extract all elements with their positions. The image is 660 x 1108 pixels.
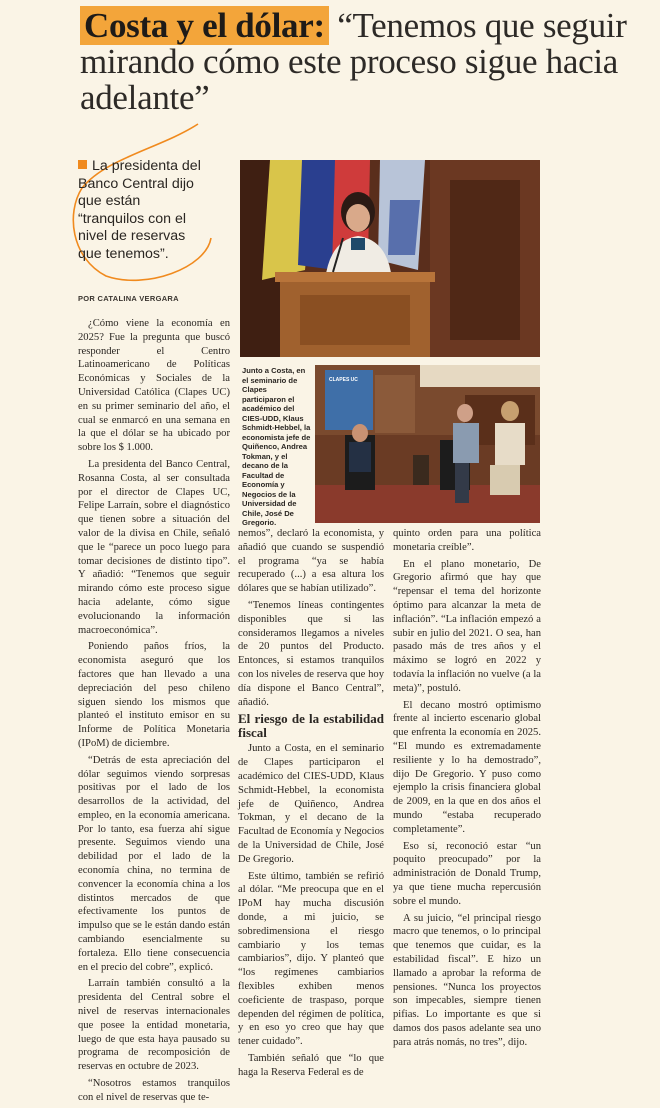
paragraph: En el plano monetario, De Gregorio afirmó que hay que “repensar el tema del horizonte óptimo para alcanzar la meta de inflación”. “La inflación empezó a subir en julio del 2021. O sea, han pasado más de tres años y el máximo se logró en 2022 y todavía la inflación no vuelve (a la meta)”, postuló. <box>393 558 541 694</box>
pull-quote <box>78 158 210 263</box>
paragraph: Eso sí, reconoció estar “un poquito preocupado” por la administración de Donald Trump, ya que tiene mucha repercusión sobre el mundo. <box>393 840 541 907</box>
paragraph: “Detrás de esta apreciación del dólar seguimos viendo sorpresas positivas por el lado de los desarrollos de la actividad, del empleo, en la economía americana. Por lo tanto, esa fuerza ahí sigue presente. Seguimos viendo una debilidad por el lado de la economía china, no termina de convencer la economía china a los distintos mercados de que efectivamente los puntos de impulso que se le están dando están cambiando esencialmente su fortaleza. Ello tiene consecuencia en el precio del cobre”, explicó. <box>78 754 230 973</box>
paragraph: El decano mostró optimismo frente al incierto escenario global que enfrenta la economía en 2025. “El mundo es extremadamente resiliente y lo ha demostrado”, dijo De Gregorio. Y puso como ejemplo la crisis financiera global de 2009, en la que en dos años el mundo “estaba recuperado completamente”. <box>393 699 541 835</box>
paragraph: quinto orden para una política monetaria creíble”. <box>393 528 541 553</box>
square-bullet-icon <box>78 160 87 169</box>
byline: POR CATALINA VERGARA <box>78 294 179 303</box>
photo-panel-seminar <box>315 365 540 523</box>
photo-caption: Junto a Costa, en el seminario de Clapes participaron el académico del CIES-UDD, Klaus Schmidt-Hebbel, la economista jefe de Quiñenco, Andrea Tokman, y el decano de la Facultad de Economía y Negocios de la Universidad de Chile, José De Gregorio. <box>242 366 311 527</box>
paragraph: Este último, también se refirió al dólar. “Me preocupa que en el IPoM hay mucha discusión donde, a mi juicio, se sobredimensiona el riesgo cambiario y los temas cambiarios”, dijo. Y planteó que “los regímenes cambiarios flexibles exhiben menos coeficiente de traspaso, porque dependen del régimen de política, y en eso yo creo que hay que tener cuidado”. <box>238 870 384 1048</box>
paragraph: Poniendo paños fríos, la economista aseguró que los factores que han llevado a una depreciación del peso chileno siguen siendo los mismos que planteó el instituto emisor en su Informe de Política Monetaria (IPoM) de diciembre. <box>78 641 230 749</box>
article-column-3 <box>393 527 541 1052</box>
paragraph: Junto a Costa, en el seminario de Clapes participaron el académico del CIES-UDD, Klaus Schmidt-Hebbel, la economista jefe de Quiñenco, Andrea Tokman, y el decano de la Facultad de Economía y Negocios de la Universidad de Chile, José De Gregorio. <box>238 743 384 865</box>
paragraph: Larraín también consultó a la presidenta del Central sobre el nivel de reservas internacionales que posee la entidad monetaria, luego de que esta haya pausado su programa de recomposición de reservas en octubre de 2023. <box>78 978 230 1073</box>
paragraph: “Tenemos líneas contingentes disponibles que si las consideramos llegamos a niveles de 20 puntos del Producto. Entonces, si estamos tranquilos con los niveles de reserva que hoy día dispone el Banco Central”, añadió. <box>238 599 384 708</box>
paragraph: ¿Cómo viene la economía en 2025? Fue la pregunta que buscó responder el Centro Latinoamericano de Políticas Económicas y Sociales de la Universidad Católica (Clapes UC) en su primer seminario del año, el cual se enmarcó en una semana en la que el dólar se ha ubicado por sobre los $ 1.000. <box>78 318 230 454</box>
article-column-2 <box>238 527 384 1082</box>
paragraph: “Nosotros estamos tranquilos con el nivel de reservas que te- <box>78 1078 230 1103</box>
article-column-1 <box>78 317 230 1108</box>
pull-quote-text: La presidenta del Banco Central dijo que están “tranquilos con el nivel de reservas que tenemos”. <box>78 158 201 262</box>
banner-text: CLAPES UC <box>329 377 358 383</box>
section-subheading: El riesgo de la estabilidad fiscal <box>238 711 384 740</box>
headline-highlight: Costa y el dólar: <box>80 6 329 45</box>
paragraph: La presidenta del Banco Central, Rosanna Costa, al ser consultada por el director de Clapes UC, Felipe Larraín, sobre el diagnóstico que tienen sobre a situación del valor de la divisa en Chile, señaló que le “parece un poco luego para tomar decisiones de distinto tipo”. Y añadió: “Tenemos que seguir mirando cómo este proceso sigue hacia adelante, cómo sigue evolucionando la información macroeconómica”. <box>78 458 230 636</box>
headline <box>80 8 650 116</box>
paragraph: A su juicio, “el principal riesgo macro que tenemos, o lo principal que tenemos que cuidar, es la estabilidad fiscal”. E hizo un llamado a aprobar la reforma de pensiones. “Nunca los proyectos son impecables, siempre tienen pifias. Lo importante es que si damos dos pasos adelante sea uno para atrás nomás, no tres”, dijo. <box>393 912 541 1048</box>
headline-quote: “Tenemos que seguir mirando cómo este proceso sigue hacia adelante” <box>80 6 627 117</box>
paragraph: También señaló que “lo que haga la Reserva Federal es de <box>238 1052 384 1078</box>
paragraph: nemos”, declaró la economista, y añadió que cuando se suspendió el programa “ya se había recuperado (...) a esa altura los dólares que se habían utilizado”. <box>238 528 384 595</box>
photo-speaker-podium <box>240 160 540 357</box>
